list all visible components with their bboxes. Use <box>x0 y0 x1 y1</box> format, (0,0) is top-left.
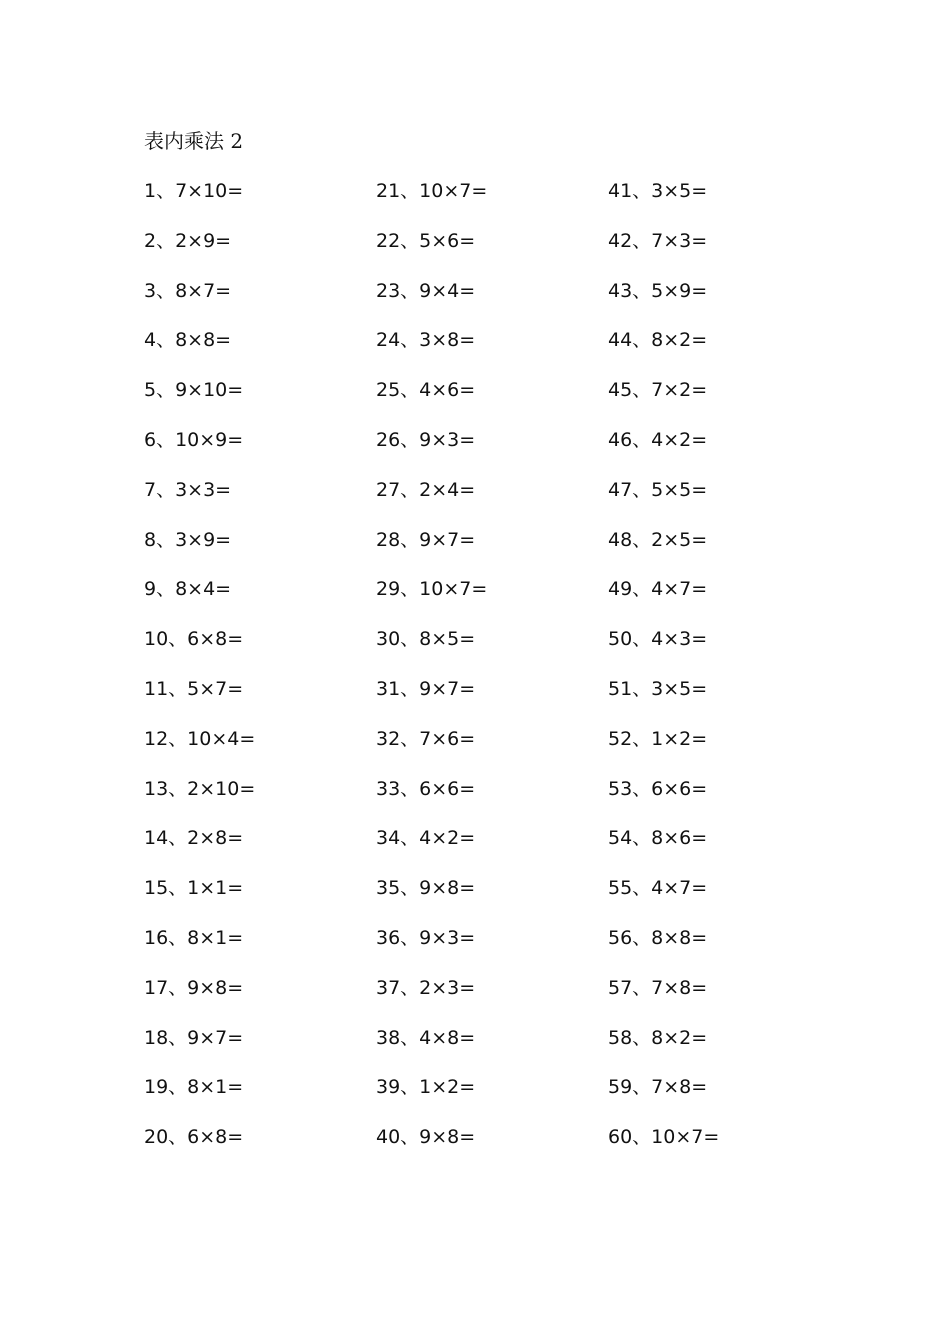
problem-2: 2、2×9= <box>144 229 232 252</box>
problem-6: 6、10×9= <box>144 428 244 451</box>
problem-34: 34、4×2= <box>376 827 476 850</box>
problem-29: 29、10×7= <box>376 578 488 601</box>
problem-15: 15、1×1= <box>144 877 244 900</box>
problem-32: 32、7×6= <box>376 727 476 750</box>
problem-51: 51、3×5= <box>608 677 708 700</box>
problem-39: 39、1×2= <box>376 1076 476 1099</box>
problem-42: 42、7×3= <box>608 229 708 252</box>
problem-18: 18、9×7= <box>144 1026 244 1049</box>
problem-12: 12、10×4= <box>144 727 256 750</box>
problem-4: 4、8×8= <box>144 329 232 352</box>
problem-48: 48、2×5= <box>608 528 708 551</box>
problem-24: 24、3×8= <box>376 329 476 352</box>
problem-58: 58、8×2= <box>608 1026 708 1049</box>
problem-35: 35、9×8= <box>376 877 476 900</box>
problem-57: 57、7×8= <box>608 976 708 999</box>
problem-27: 27、2×4= <box>376 478 476 501</box>
problem-43: 43、5×9= <box>608 279 708 302</box>
problem-55: 55、4×7= <box>608 877 708 900</box>
problem-22: 22、5×6= <box>376 229 476 252</box>
problem-10: 10、6×8= <box>144 628 244 651</box>
problem-28: 28、9×7= <box>376 528 476 551</box>
problem-37: 37、2×3= <box>376 976 476 999</box>
problem-column-1 <box>144 176 374 1172</box>
problem-17: 17、9×8= <box>144 976 244 999</box>
problem-53: 53、6×6= <box>608 777 708 800</box>
problem-44: 44、8×2= <box>608 329 708 352</box>
problem-3: 3、8×7= <box>144 279 232 302</box>
problem-49: 49、4×7= <box>608 578 708 601</box>
problem-30: 30、8×5= <box>376 628 476 651</box>
problem-13: 13、2×10= <box>144 777 256 800</box>
problem-column-3 <box>608 176 838 1172</box>
problem-47: 47、5×5= <box>608 478 708 501</box>
problem-1: 1、7×10= <box>144 180 244 202</box>
problem-56: 56、8×8= <box>608 926 708 949</box>
problem-38: 38、4×8= <box>376 1026 476 1049</box>
problem-23: 23、9×4= <box>376 279 476 302</box>
problem-59: 59、7×8= <box>608 1076 708 1099</box>
problem-31: 31、9×7= <box>376 677 476 700</box>
problem-41: 41、3×5= <box>608 180 708 202</box>
problem-46: 46、4×2= <box>608 428 708 451</box>
problem-26: 26、9×3= <box>376 428 476 451</box>
problem-50: 50、4×3= <box>608 628 708 651</box>
problem-60: 60、10×7= <box>608 1126 720 1149</box>
problem-19: 19、8×1= <box>144 1076 244 1099</box>
problem-11: 11、5×7= <box>144 677 244 700</box>
problem-7: 7、3×3= <box>144 478 232 501</box>
problem-16: 16、8×1= <box>144 926 244 949</box>
problem-25: 25、4×6= <box>376 379 476 402</box>
problem-14: 14、2×8= <box>144 827 244 850</box>
problem-40: 40、9×8= <box>376 1126 476 1149</box>
problem-45: 45、7×2= <box>608 379 708 402</box>
problem-52: 52、1×2= <box>608 727 708 750</box>
problem-column-2 <box>376 176 606 1172</box>
problem-54: 54、8×6= <box>608 827 708 850</box>
problem-5: 5、9×10= <box>144 379 244 402</box>
problem-8: 8、3×9= <box>144 528 232 551</box>
worksheet-title: 表内乘法 2 <box>144 129 244 153</box>
problem-36: 36、9×3= <box>376 926 476 949</box>
problem-20: 20、6×8= <box>144 1126 244 1149</box>
problem-21: 21、10×7= <box>376 180 488 202</box>
problem-9: 9、8×4= <box>144 578 232 601</box>
problem-33: 33、6×6= <box>376 777 476 800</box>
